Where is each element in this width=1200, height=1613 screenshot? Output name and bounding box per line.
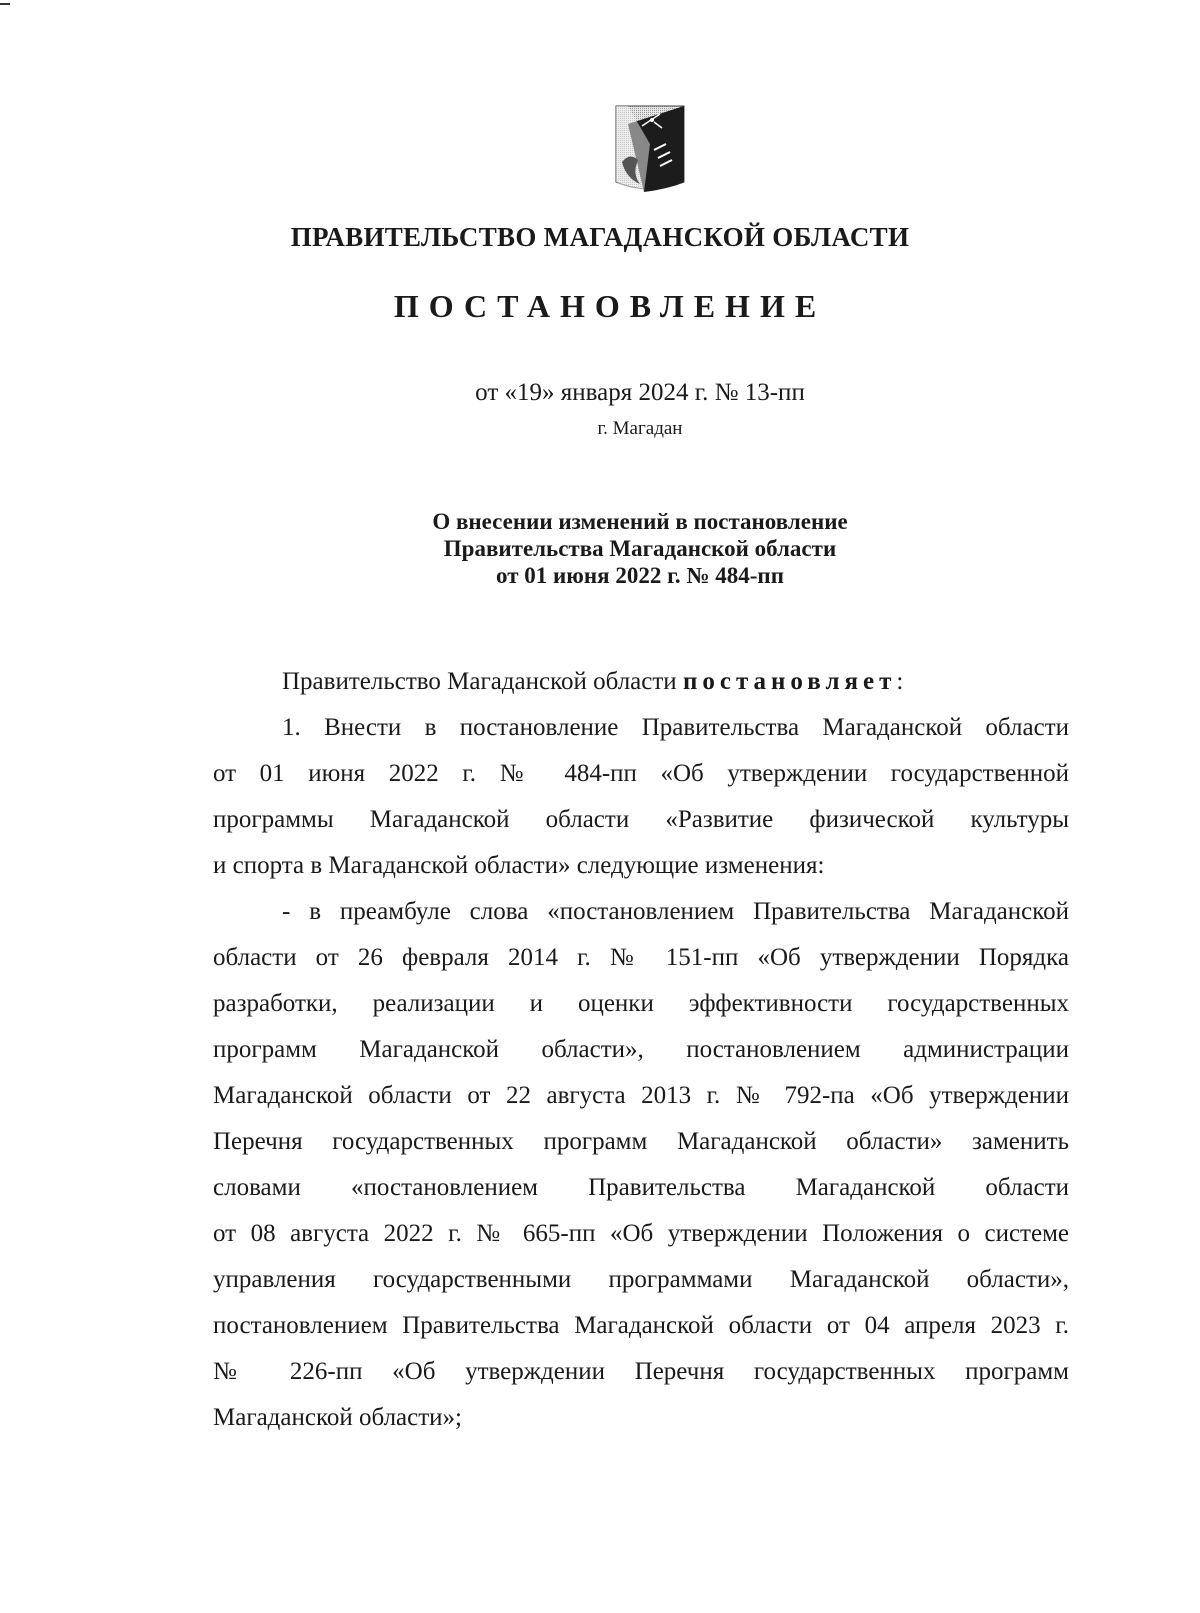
organization-title: ПРАВИТЕЛЬСТВО МАГАДАНСКОЙ ОБЛАСТИ xyxy=(290,222,910,252)
document-city: г. Магадан xyxy=(597,418,683,439)
paragraph-2-line: № 226-пп «Об утверждении Перечня государственных программ xyxy=(213,1358,1069,1385)
subject-line: от 01 июня 2022 г. № 484-пп xyxy=(496,563,784,588)
coat-of-arms-icon xyxy=(614,104,686,194)
paragraph-2-line: от 08 августа 2022 г. № 665-пп «Об утверждении Положения о системе xyxy=(213,1220,1069,1247)
document-type: ПОСТАНОВЛЕНИЕ xyxy=(393,288,827,324)
subject-line: О внесении изменений в постановление xyxy=(432,509,848,534)
paragraph-2-line: управления государственными программами Магаданской области», xyxy=(213,1266,1069,1293)
paragraph-2-line: разработки, реализации и оценки эффективности государственных xyxy=(213,990,1069,1017)
document-subject xyxy=(0,508,1200,589)
paragraph-2-line: постановлением Правительства Магаданской области от 04 апреля 2023 г. xyxy=(213,1312,1069,1339)
subject-line: Правительства Магаданской области xyxy=(443,536,837,561)
preamble xyxy=(282,668,903,696)
paragraph-1-line: 1. Внести в постановление Правительства Магаданской области xyxy=(282,714,1069,741)
document-date-number: от «19» января 2024 г. № 13-пп xyxy=(475,379,805,406)
paragraph-2-line: программ Магаданской области», постановлением администрации xyxy=(213,1036,1069,1063)
paragraph-1-line: и спорта в Магаданской области» следующие изменения: xyxy=(213,852,825,879)
paragraph-2-line: Магаданской области от 22 августа 2013 г. № 792-па «Об утверждении xyxy=(213,1082,1069,1109)
paragraph-2-line: словами «постановлением Правительства Магаданской области xyxy=(213,1174,1069,1201)
preamble-colon: : xyxy=(896,668,904,695)
scan-mark xyxy=(0,3,10,5)
paragraph-2-line: - в преамбуле слова «постановлением Правительства Магаданской xyxy=(282,898,1069,925)
paragraph-1-line: от 01 июня 2022 г. № 484-пп «Об утверждении государственной xyxy=(213,760,1069,787)
paragraph-2-line: Перечня государственных программ Магаданской области» заменить xyxy=(213,1128,1069,1155)
paragraph-2-line: Магаданской области»; xyxy=(213,1404,462,1431)
preamble-verb: постановляет xyxy=(682,668,897,695)
preamble-text: Правительство Магаданской области xyxy=(282,668,677,695)
paragraph-2-line: области от 26 февраля 2014 г. № 151-пп «Об утверждении Порядка xyxy=(213,944,1069,971)
paragraph-1-line: программы Магаданской области «Развитие физической культуры xyxy=(213,806,1069,833)
